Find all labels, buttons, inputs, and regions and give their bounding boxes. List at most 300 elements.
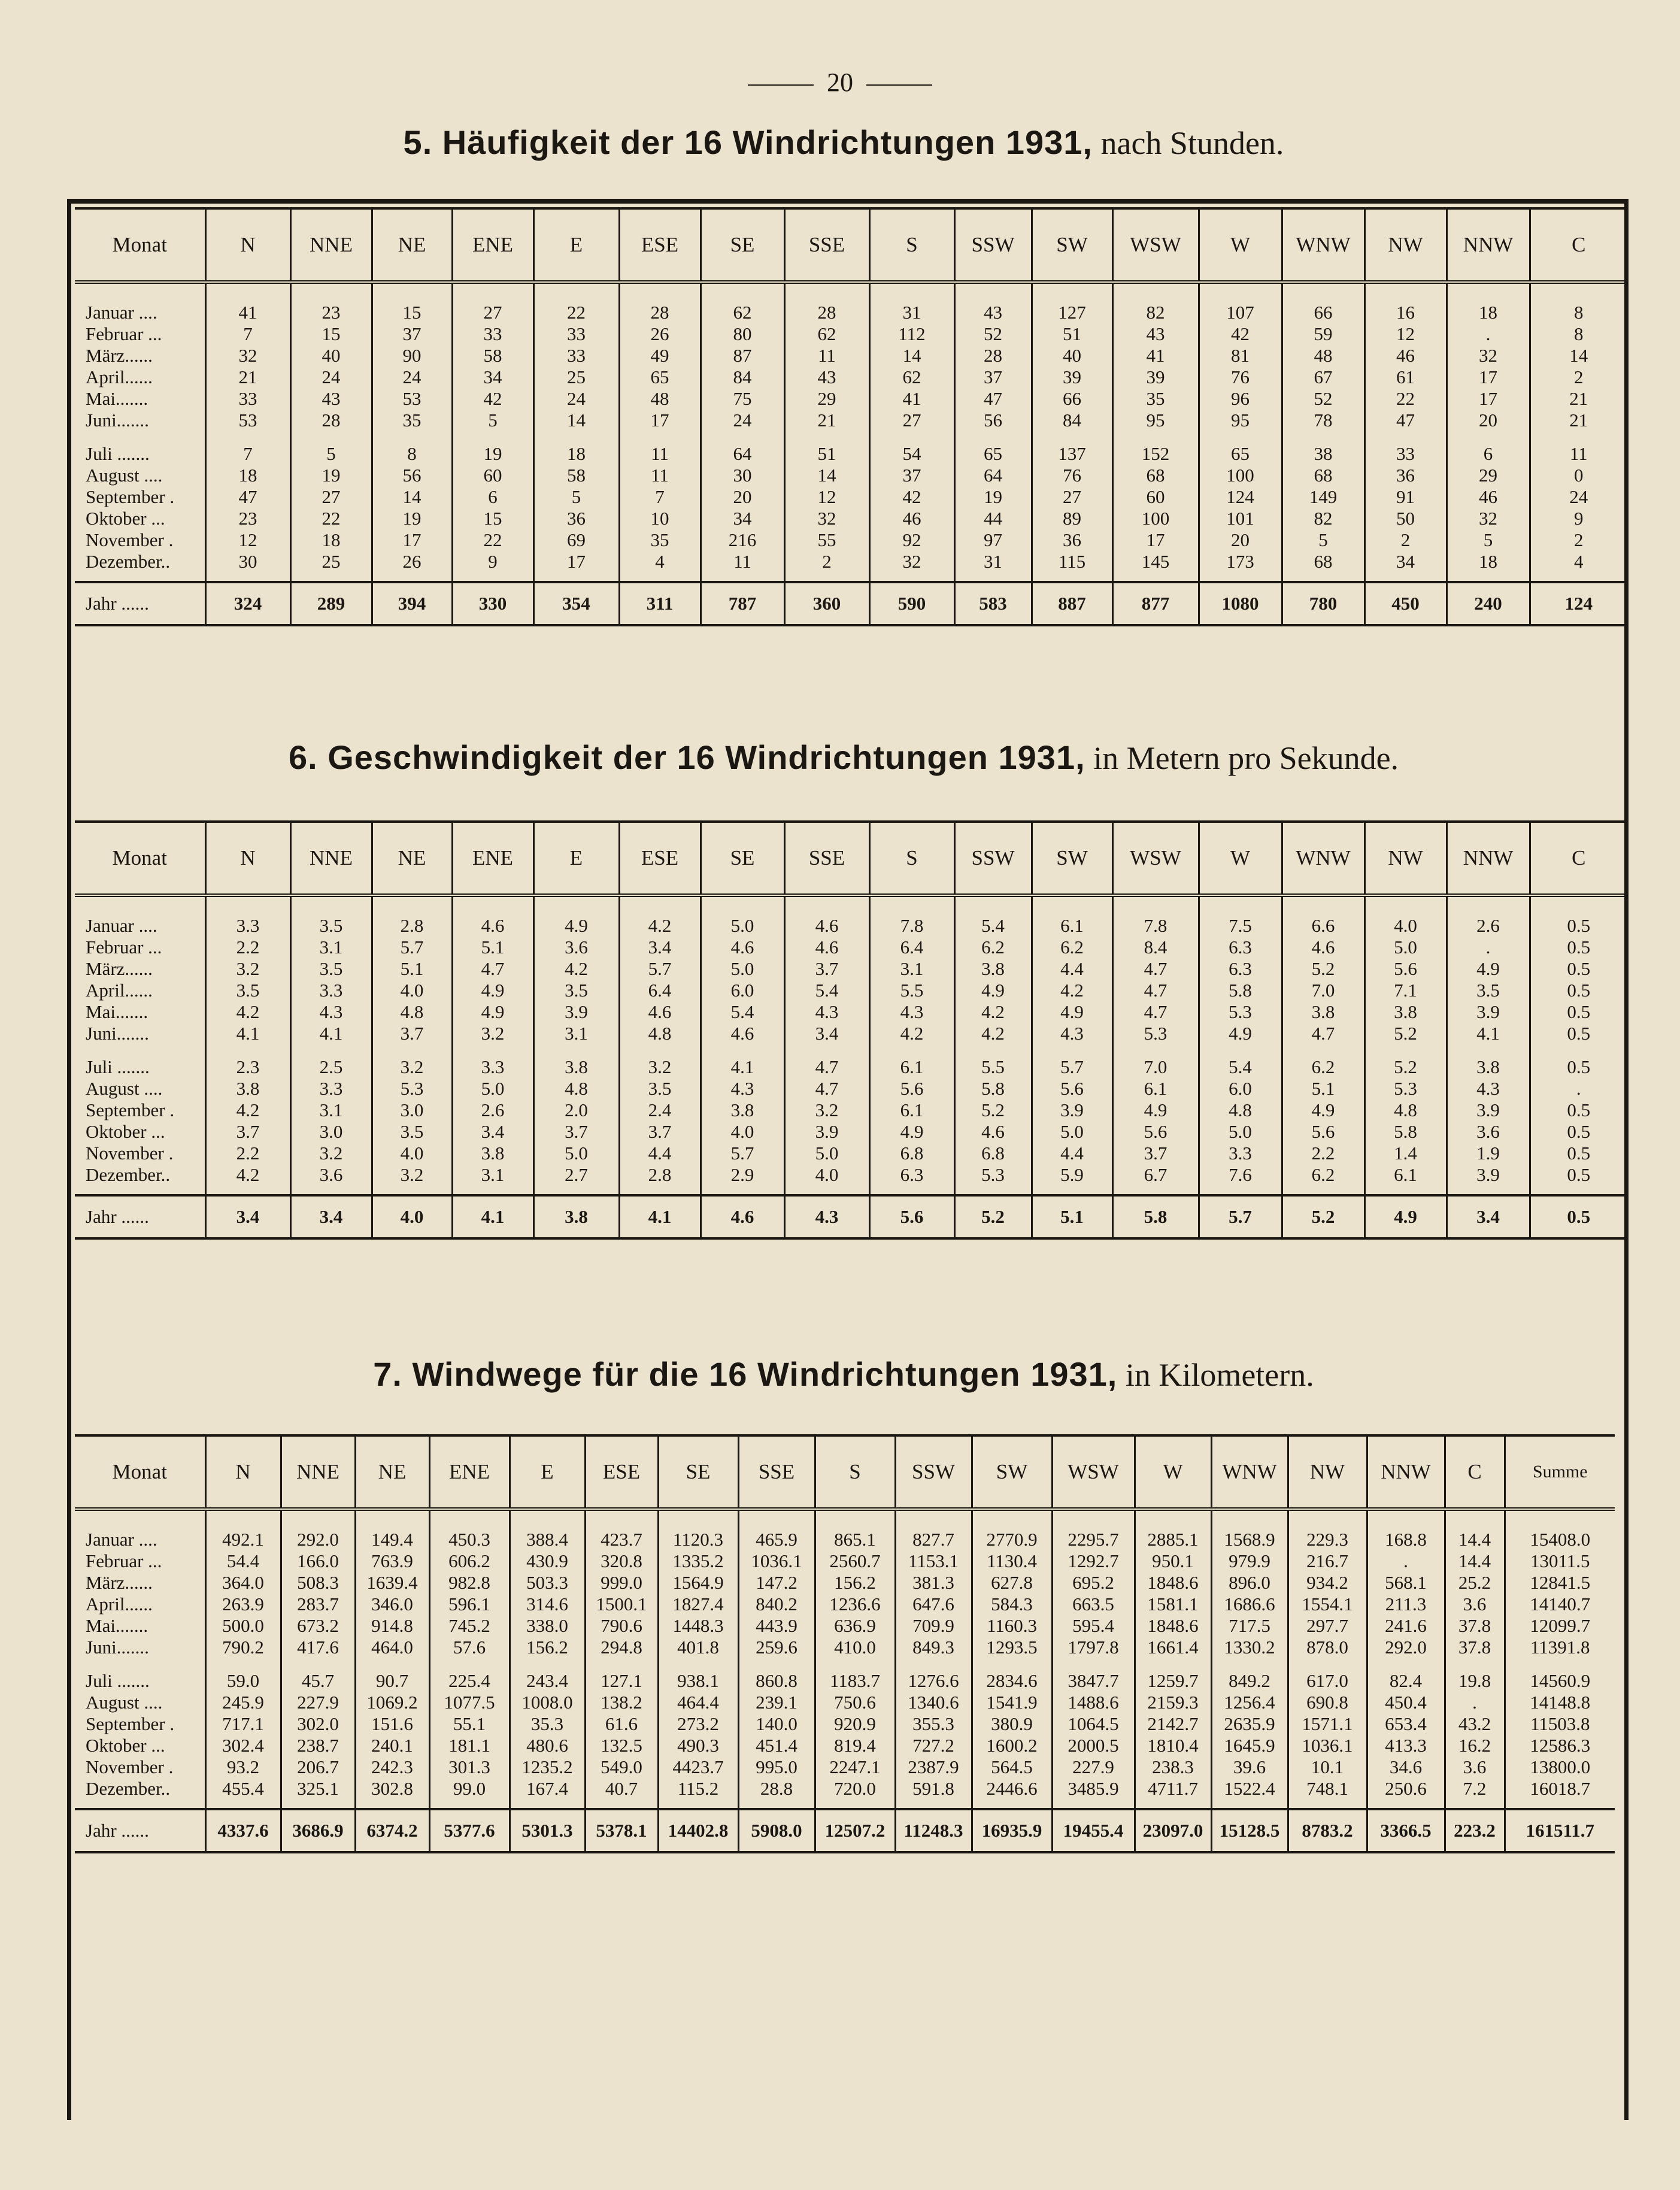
table-cell: 8 (1574, 302, 1584, 323)
table-cell: 2446.6 (986, 1778, 1038, 1799)
year-total-cell: 4.3 (784, 1195, 869, 1238)
table-cell: 33 (1396, 443, 1415, 464)
table-cell: 4.7 (815, 1078, 839, 1099)
table-cell: 1183.7 (829, 1670, 881, 1691)
table-cell: . (1472, 1692, 1477, 1713)
column-header: E (533, 822, 619, 895)
month-label: März...... (86, 345, 153, 366)
column-header: SE (700, 208, 784, 282)
table-cell: 4.2 (900, 1023, 924, 1044)
table-cell: 5.0 (1394, 937, 1417, 958)
table-cell: 57.6 (453, 1637, 486, 1658)
month-label: Mai....... (86, 1615, 148, 1636)
table-cell: 1827.4 (672, 1594, 724, 1615)
table-cell: 242.3 (371, 1756, 413, 1777)
column-header: SE (658, 1435, 738, 1509)
value-column (533, 895, 619, 1195)
value-column (1447, 895, 1530, 1195)
value-column (619, 895, 700, 1195)
table-cell: 865.1 (834, 1529, 876, 1550)
table-cell: 4.3 (900, 1001, 924, 1022)
year-total-cell: 1080 (1199, 582, 1282, 625)
month-label: Mai....... (86, 1001, 148, 1022)
table-cell: 4 (655, 551, 665, 572)
table-cell: 14140.7 (1530, 1594, 1591, 1615)
table-cell: 124 (1226, 486, 1254, 507)
year-total-cell: 16935.9 (972, 1809, 1052, 1852)
table-cell: 2560.7 (829, 1550, 881, 1571)
value-column (1364, 895, 1447, 1195)
year-total-cell: 3686.9 (281, 1809, 355, 1852)
table-cell: 1541.9 (986, 1692, 1038, 1713)
table-cell: 2142.7 (1147, 1713, 1199, 1734)
column-header: SSE (738, 1435, 815, 1509)
column-header: E (533, 208, 619, 282)
month-label: Juli ....... (86, 1056, 150, 1077)
table-cell: 5.4 (730, 1001, 754, 1022)
table-cell: 37.8 (1458, 1637, 1491, 1658)
table-cell: 50 (1396, 508, 1415, 529)
table-cell: 6.6 (1311, 915, 1335, 936)
value-column (1282, 895, 1364, 1195)
value-column (658, 1509, 738, 1809)
table-cell: 1036.1 (1302, 1735, 1353, 1756)
table-cell: 5.0 (730, 958, 754, 979)
table-cell: 1554.1 (1302, 1594, 1353, 1615)
column-header: NNW (1367, 1435, 1445, 1509)
table-cell: 52 (984, 323, 1002, 344)
year-total-cell: 4337.6 (205, 1809, 281, 1852)
table-cell: 8.4 (1144, 937, 1167, 958)
value-column (1447, 282, 1530, 582)
month-label: September . (86, 486, 175, 507)
table-cell: 1160.3 (986, 1615, 1038, 1636)
table-cell: 292.0 (1385, 1637, 1427, 1658)
table-cell: 26 (650, 323, 669, 344)
table-cell: 34.6 (1389, 1756, 1423, 1777)
table-cell: 62 (817, 323, 836, 344)
table-cell: 4.2 (236, 1099, 260, 1120)
table-cell: 7.0 (1311, 980, 1335, 1001)
table-cell: 4.6 (1311, 937, 1335, 958)
table-cell: 4.4 (1060, 958, 1084, 979)
table-cell: 999.0 (601, 1572, 642, 1593)
value-column (205, 895, 290, 1195)
table-cell: 87 (733, 345, 752, 366)
column-header: WSW (1112, 822, 1199, 895)
value-column (972, 1509, 1052, 1809)
column-header: SSW (895, 1435, 972, 1509)
table-cell: 5 (1483, 529, 1493, 550)
table-cell: 995.0 (756, 1756, 797, 1777)
column-header: Monat (75, 822, 205, 895)
table-7-distance (75, 1434, 1615, 1853)
table-cell: 920.9 (834, 1713, 876, 1734)
column-header: SW (1032, 822, 1112, 895)
table-cell: 3.5 (648, 1078, 672, 1099)
table-cell: 3.2 (319, 1143, 343, 1164)
table-cell: 3.9 (1476, 1001, 1500, 1022)
table-cell: 7 (243, 443, 253, 464)
table-cell: 12 (817, 486, 836, 507)
value-column (1199, 895, 1282, 1195)
table-cell: 5.6 (1144, 1121, 1167, 1142)
table-cell: 3.8 (981, 958, 1005, 979)
table-cell: 4.9 (1311, 1099, 1335, 1120)
value-column (1530, 895, 1627, 1195)
table-cell: 3.2 (815, 1099, 839, 1120)
table-cell: 145 (1141, 551, 1170, 572)
table-cell: 6.2 (1311, 1056, 1335, 1077)
table-cell: 355.3 (912, 1713, 954, 1734)
table-cell: 5.8 (1229, 980, 1252, 1001)
table-cell: 40 (322, 345, 341, 366)
table-cell: 0.5 (1567, 1001, 1591, 1022)
table-cell: 417.6 (297, 1637, 339, 1658)
table-cell: 0.5 (1567, 1056, 1591, 1077)
table-cell: 5.3 (400, 1078, 424, 1099)
table-cell: 5.6 (900, 1078, 924, 1099)
table-cell: 4711.7 (1147, 1778, 1199, 1799)
table-cell: 4.1 (730, 1056, 754, 1077)
column-header: C (1530, 208, 1627, 282)
column-header: E (510, 1435, 585, 1509)
table-cell: 5 (488, 410, 498, 431)
year-label: Jahr ...... (75, 1809, 205, 1852)
table-cell: 4.0 (1394, 915, 1417, 936)
table-cell: 1293.5 (986, 1637, 1038, 1658)
table-cell: 1639.4 (366, 1572, 418, 1593)
table-cell: 243.4 (526, 1670, 568, 1691)
table-cell: 5.2 (981, 1099, 1005, 1120)
table-cell: 28 (817, 302, 836, 323)
table-cell: 4.9 (900, 1121, 924, 1142)
table-cell: 503.3 (526, 1572, 568, 1593)
table-cell: 3.0 (319, 1121, 343, 1142)
table-cell: 2 (822, 551, 832, 572)
table-cell: 84 (1063, 410, 1081, 431)
table-cell: 938.1 (677, 1670, 719, 1691)
month-label: April...... (86, 980, 153, 1001)
column-header: Monat (75, 208, 205, 282)
value-column (1052, 1509, 1135, 1809)
table-cell: 500.0 (222, 1615, 264, 1636)
value-column (784, 895, 869, 1195)
table-cell: 263.9 (222, 1594, 264, 1615)
year-total-cell: 5908.0 (738, 1809, 815, 1852)
table-cell: 33 (483, 323, 502, 344)
table-cell: 5.2 (1394, 1023, 1417, 1044)
table-cell: 38 (1314, 443, 1333, 464)
table-cell: 35 (402, 410, 421, 431)
table-cell: 464.0 (371, 1637, 413, 1658)
table-cell: 4.2 (648, 915, 672, 936)
table-cell: 16 (1396, 302, 1415, 323)
table-cell: 20 (1231, 529, 1250, 550)
year-total-cell: 590 (869, 582, 954, 625)
table-cell: 450.4 (1385, 1692, 1427, 1713)
table-cell: 2 (1574, 366, 1584, 387)
table-cell: 5.6 (1060, 1078, 1084, 1099)
table-cell: 4.7 (1311, 1023, 1335, 1044)
table-cell: 43 (322, 388, 341, 409)
table-cell: 2635.9 (1224, 1713, 1275, 1734)
table-cell: 480.6 (526, 1735, 568, 1756)
table-cell: 4.2 (236, 1001, 260, 1022)
table-cell: 4.4 (1060, 1143, 1084, 1164)
table-cell: 24 (567, 388, 586, 409)
table-cell: 33 (567, 345, 586, 366)
table-cell: 1077.5 (444, 1692, 495, 1713)
table-cell: 4.7 (1144, 958, 1167, 979)
table-cell: 3.5 (400, 1121, 424, 1142)
table-cell: 364.0 (222, 1572, 264, 1593)
table-cell: 47 (238, 486, 257, 507)
table-cell: 450.3 (448, 1529, 490, 1550)
table-cell: 3.2 (481, 1023, 505, 1044)
table-cell: 1810.4 (1147, 1735, 1199, 1756)
table-cell: 99.0 (453, 1778, 486, 1799)
table-cell: 61.6 (605, 1713, 638, 1734)
table-cell: 36 (1063, 529, 1081, 550)
table-cell: 1153.1 (908, 1550, 959, 1571)
value-column (1364, 282, 1447, 582)
table-cell: 717.5 (1229, 1615, 1270, 1636)
table-cell: 6.1 (1394, 1164, 1417, 1185)
table-cell: 3.8 (236, 1078, 260, 1099)
table-cell: 1.9 (1476, 1143, 1500, 1164)
table-cell: 720.0 (834, 1778, 876, 1799)
table-cell: . (1485, 323, 1491, 344)
table-cell: 48 (1314, 345, 1333, 366)
table-cell: 46 (1479, 486, 1497, 507)
table-cell: 5.4 (815, 980, 839, 1001)
table-cell: 4.9 (1144, 1099, 1167, 1120)
column-header: WNW (1211, 1435, 1288, 1509)
table-cell: 53 (402, 388, 421, 409)
table-cell: 4.8 (400, 1001, 424, 1022)
table-cell: 81 (1231, 345, 1250, 366)
table-cell: 979.9 (1229, 1550, 1270, 1571)
table-cell: 790.6 (601, 1615, 642, 1636)
table-cell: 33 (567, 323, 586, 344)
value-column (1032, 895, 1112, 1195)
table-cell: 78 (1314, 410, 1333, 431)
month-label: Dezember.. (86, 551, 171, 572)
table-cell: 492.1 (222, 1529, 264, 1550)
value-column (869, 282, 954, 582)
table-cell: 3.9 (565, 1001, 588, 1022)
column-header: NNW (1447, 822, 1530, 895)
table-cell: 12 (1396, 323, 1415, 344)
table-cell: 96 (1231, 388, 1250, 409)
table-cell: 75 (733, 388, 752, 409)
table-cell: 35.3 (530, 1713, 564, 1734)
table-header-row (75, 1435, 1615, 1509)
table-cell: 16.2 (1458, 1735, 1491, 1756)
table-cell: 4.0 (400, 1143, 424, 1164)
table-cell: 5.4 (981, 915, 1005, 936)
table-cell: 17 (1479, 388, 1497, 409)
table-cell: 2.2 (236, 1143, 260, 1164)
table-cell: 5.8 (1394, 1121, 1417, 1142)
table-cell: 60 (1146, 486, 1165, 507)
table-cell: 28 (650, 302, 669, 323)
table-cell: 32 (902, 551, 921, 572)
table-cell: 1335.2 (672, 1550, 724, 1571)
table-body (75, 282, 1627, 582)
table-cell: 30 (238, 551, 257, 572)
column-header: NW (1364, 822, 1447, 895)
table-cell: 6.4 (648, 980, 672, 1001)
table-cell: 338.0 (526, 1615, 568, 1636)
table-cell: 717.1 (222, 1713, 264, 1734)
table-cell: 3.7 (236, 1121, 260, 1142)
table-cell: 147.2 (756, 1572, 797, 1593)
table-cell: 3.9 (815, 1121, 839, 1142)
table-cell: 6 (488, 486, 498, 507)
table-cell: 149 (1309, 486, 1338, 507)
value-column (429, 1509, 510, 1809)
year-total-cell: 887 (1032, 582, 1112, 625)
table-cell: 3.4 (481, 1121, 505, 1142)
table-cell: 5.0 (815, 1143, 839, 1164)
table-header-row (75, 822, 1627, 895)
table-cell: 1330.2 (1224, 1637, 1275, 1658)
table-cell: 4.3 (815, 1001, 839, 1022)
table-cell: 690.8 (1306, 1692, 1348, 1713)
table-cell: 6.2 (1060, 937, 1084, 958)
table-cell: 40.7 (605, 1778, 638, 1799)
table-cell: 2885.1 (1147, 1529, 1199, 1550)
table-cell: 84 (733, 366, 752, 387)
table-cell: 3.6 (1463, 1594, 1487, 1615)
table-cell: 636.9 (834, 1615, 876, 1636)
table-cell: 1564.9 (672, 1572, 724, 1593)
table-cell: 11 (818, 345, 836, 366)
table-cell: 7.0 (1144, 1056, 1167, 1077)
table-cell: 0.5 (1567, 915, 1591, 936)
column-header: SSE (784, 822, 869, 895)
month-label: März...... (86, 958, 153, 979)
month-label: Februar ... (86, 937, 162, 958)
table-cell: 827.7 (912, 1529, 954, 1550)
table-cell: 380.9 (991, 1713, 1033, 1734)
table-cell: 5.0 (1229, 1121, 1252, 1142)
table-cell: 152 (1141, 443, 1170, 464)
year-total-cell: 5.7 (1199, 1195, 1282, 1238)
table-cell: 3.8 (730, 1099, 754, 1120)
month-label: April...... (86, 366, 153, 387)
table-cell: 24 (402, 366, 421, 387)
table-cell: 4.7 (1144, 980, 1167, 1001)
table-cell: 4.1 (236, 1023, 260, 1044)
table-cell: 14 (567, 410, 586, 431)
table-cell: 55.1 (453, 1713, 486, 1734)
table-cell: 14 (402, 486, 421, 507)
table-cell: 41 (1146, 345, 1165, 366)
month-label: Januar .... (86, 915, 157, 936)
table-cell: 5.0 (730, 915, 754, 936)
month-label: November . (86, 1143, 174, 1164)
table-cell: 17 (567, 551, 586, 572)
value-column (281, 1509, 355, 1809)
year-total-cell: 8783.2 (1288, 1809, 1367, 1852)
table-cell: 15 (402, 302, 421, 323)
table-cell: 5 (571, 486, 581, 507)
table-cell: 54 (902, 443, 921, 464)
table-cell: 2.3 (236, 1056, 260, 1077)
table-cell: 3.4 (815, 1023, 839, 1044)
table-cell: 4.1 (319, 1023, 343, 1044)
table-cell: 5.1 (481, 937, 505, 958)
table-cell: 346.0 (371, 1594, 413, 1615)
table-cell: 3.1 (319, 937, 343, 958)
table-cell: 40 (1063, 345, 1081, 366)
month-label: August .... (86, 1078, 163, 1099)
table-cell: 4.6 (481, 915, 505, 936)
table-cell: 23 (238, 508, 257, 529)
table-cell: 45.7 (301, 1670, 335, 1691)
table-cell: 46 (1396, 345, 1415, 366)
table-body (75, 895, 1627, 1195)
column-header: ESE (619, 208, 700, 282)
table-cell: 3.3 (1229, 1143, 1252, 1164)
table-cell: 606.2 (448, 1550, 490, 1571)
column-header: S (869, 208, 954, 282)
table-cell: 19 (322, 465, 341, 486)
table-cell: 4.1 (1476, 1023, 1500, 1044)
table-cell: 65 (650, 366, 669, 387)
table-cell: 388.4 (526, 1529, 568, 1550)
table-cell: 3.1 (481, 1164, 505, 1185)
value-column (954, 895, 1032, 1195)
table-cell: 18 (1479, 551, 1497, 572)
table-cell: 6.1 (900, 1056, 924, 1077)
table-cell: 673.2 (297, 1615, 339, 1636)
table-cell: 5.7 (648, 958, 672, 979)
month-label: Juni....... (86, 1023, 149, 1044)
table-cell: 1.4 (1394, 1143, 1417, 1164)
table-cell: 6.4 (900, 937, 924, 958)
table-cell: 2.8 (648, 1164, 672, 1185)
table-cell: 25.2 (1458, 1572, 1491, 1593)
column-header: WNW (1282, 822, 1364, 895)
table-cell: 31 (984, 551, 1002, 572)
column-header: W (1199, 208, 1282, 282)
table-cell: 58 (567, 465, 586, 486)
table-cell: 56 (984, 410, 1002, 431)
table-cell: 19 (483, 443, 502, 464)
table-cell: 12586.3 (1530, 1735, 1591, 1756)
year-total-cell: 877 (1112, 582, 1199, 625)
column-header: NW (1288, 1435, 1367, 1509)
column-header: NNE (281, 1435, 355, 1509)
year-total-cell: 324 (205, 582, 290, 625)
table-cell: 745.2 (448, 1615, 490, 1636)
table-cell: 3.3 (319, 980, 343, 1001)
table-cell: 6.2 (1311, 1164, 1335, 1185)
table-cell: 97 (984, 529, 1002, 550)
column-header: C (1530, 822, 1627, 895)
table-cell: 840.2 (756, 1594, 797, 1615)
table-cell: 320.8 (601, 1550, 642, 1571)
table-cell: 28.8 (760, 1778, 793, 1799)
table-cell: 465.9 (756, 1529, 797, 1550)
table-cell: 591.8 (912, 1778, 954, 1799)
table-cell: 410.0 (834, 1637, 876, 1658)
table-cell: 11 (1569, 443, 1588, 464)
